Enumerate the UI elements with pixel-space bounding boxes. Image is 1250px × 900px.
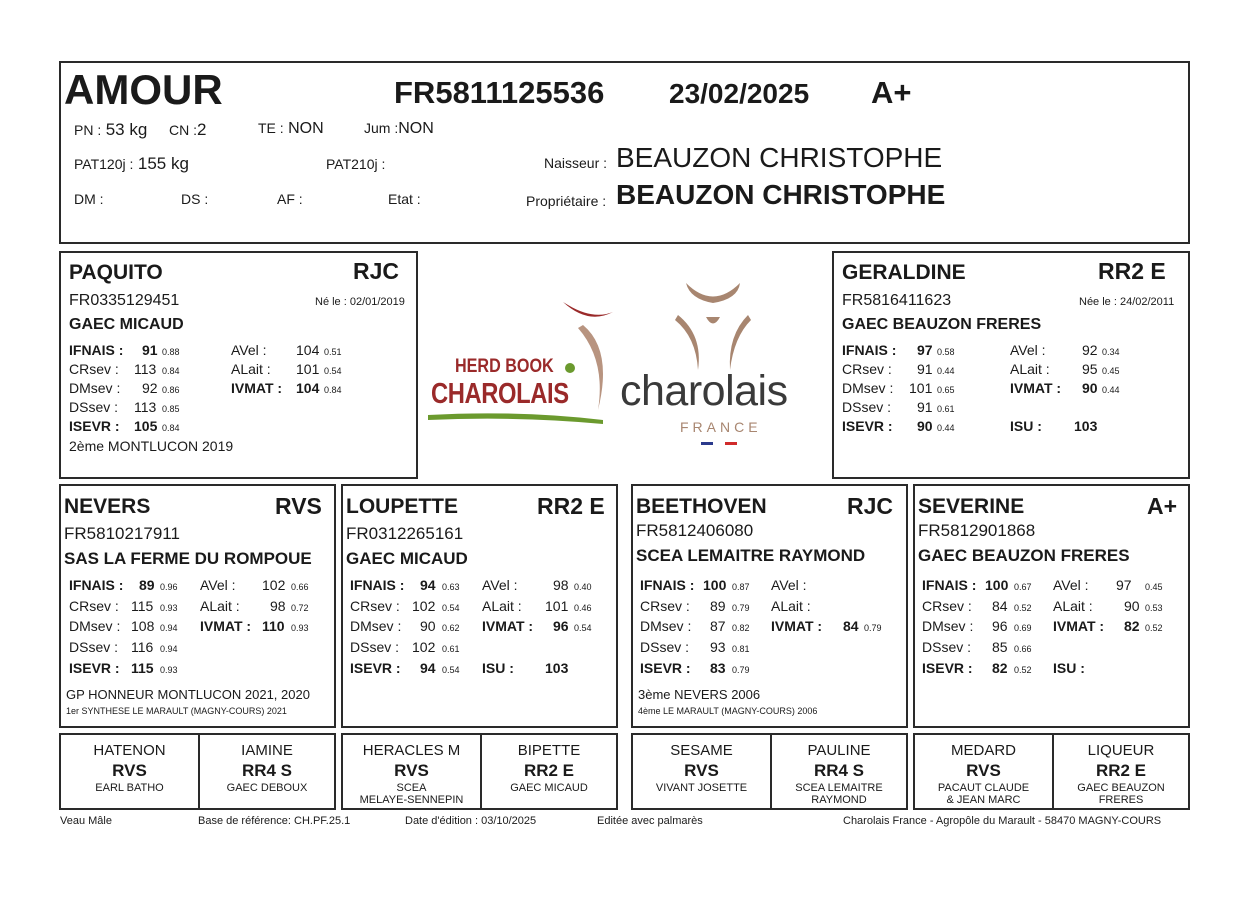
ggp-owner: GAEC DEBOUX: [226, 782, 308, 794]
sire-award: 2ème MONTLUCON 2019: [69, 438, 234, 454]
dmsev-cd: 0.62: [442, 623, 460, 633]
ggp-owner-line1: PACAUT CLAUDE: [937, 782, 1030, 794]
isevr-label: ISEVR :: [69, 418, 120, 434]
dm-label: DM :: [74, 191, 104, 207]
ivmat-value: 90: [1082, 380, 1098, 396]
dmsev-value: 108: [131, 618, 155, 634]
dssev-cd: 0.61: [937, 404, 955, 414]
dssev-value: 113: [134, 399, 157, 415]
ggp-pair-4: [913, 733, 1190, 810]
ggp-owner: VIVANT JOSETTE: [655, 782, 748, 794]
pat120-label: PAT120j :: [74, 156, 134, 172]
crsev-cd: 0.93: [160, 603, 178, 613]
avel-value: 97: [1116, 577, 1132, 593]
jum-label: Jum :: [364, 120, 399, 136]
gp-owner: GAEC MICAUD: [346, 549, 468, 568]
avel-cd: 0.34: [1102, 347, 1120, 357]
ggp-card: [343, 735, 482, 808]
isu-value: 103: [1074, 418, 1098, 434]
ifnais-cd: 0.63: [442, 582, 460, 592]
dmsev-cd: 0.82: [732, 623, 750, 633]
ifnais-value: 100: [703, 577, 727, 593]
naisseur-value: BEAUZON CHRISTOPHE: [616, 142, 943, 173]
avel-label: AVel :: [482, 577, 518, 593]
avel-label: AVel :: [771, 577, 807, 593]
grandparent-card-nevers: [59, 484, 336, 728]
ivmat-cd: 0.54: [574, 623, 592, 633]
ifnais-value: 91: [142, 342, 158, 358]
cn-label: CN :: [169, 122, 197, 138]
alait-cd: 0.54: [324, 366, 342, 376]
ggp-owner: [1054, 782, 1188, 806]
gp-owner: SCEA LEMAITRE RAYMOND: [636, 546, 866, 565]
animal-grade: A+: [871, 75, 912, 110]
gp-grade: RJC: [847, 493, 894, 519]
crsev-label: CRsev :: [640, 598, 690, 614]
sire-card: [59, 251, 418, 479]
crsev-cd: 0.44: [937, 366, 955, 376]
crsev-value: 91: [917, 361, 933, 377]
herdbook-logo: [428, 290, 628, 430]
avel-value: 102: [262, 577, 286, 593]
ggp-owner: EARL BATHO: [95, 782, 164, 794]
ggp-card: [200, 735, 334, 808]
af-label: AF :: [277, 191, 303, 207]
alait-label: ALait :: [1053, 598, 1093, 614]
isevr-label: ISEVR :: [69, 660, 120, 676]
cn-value: 2: [197, 120, 207, 139]
alait-label: ALait :: [771, 598, 811, 614]
alait-value: 101: [545, 598, 569, 614]
proprietaire-label: Propriétaire :: [526, 193, 607, 209]
dmsev-label: DMsev :: [350, 618, 402, 634]
dssev-label: DSsev :: [922, 639, 972, 655]
ivmat-cd: 0.84: [324, 385, 342, 395]
dssev-label: DSsev :: [640, 639, 690, 655]
pn-value: 53 kg: [105, 120, 148, 139]
dssev-value: 116: [131, 639, 154, 655]
dam-id: FR5816411623: [842, 292, 952, 309]
ivmat-value: 110: [262, 618, 285, 634]
dam-grade: RR2 E: [1098, 258, 1166, 284]
proprietaire-value: BEAUZON CHRISTOPHE: [616, 179, 946, 210]
flag-stripe-red: [725, 442, 737, 445]
ggp-grade: RVS: [966, 761, 1001, 780]
pat120-field: [74, 154, 189, 174]
gp-owner: SAS LA FERME DU ROMPOUE: [64, 549, 312, 568]
alait-label: ALait :: [231, 361, 271, 377]
animal-id: FR5811125536: [394, 75, 605, 110]
gp-grade: A+: [1147, 493, 1178, 519]
ifnais-value: 97: [917, 342, 933, 358]
avel-value: 98: [553, 577, 569, 593]
france-wordmark: FRANCE: [680, 419, 762, 435]
isevr-cd: 0.54: [442, 665, 460, 675]
ggp-name: LIQUEUR: [1087, 742, 1155, 759]
dmsev-cd: 0.65: [937, 385, 955, 395]
dmsev-cd: 0.86: [162, 385, 180, 395]
ggp-pair-1: [59, 733, 336, 810]
crsev-value: 84: [992, 598, 1008, 614]
herdbook-line1: HERD BOOK: [455, 356, 554, 377]
ggp-owner: [772, 782, 906, 806]
sire-id: FR0335129451: [69, 292, 180, 309]
ggp-name: BIPETTE: [517, 742, 581, 759]
ifnais-label: IFNAIS :: [842, 342, 897, 358]
etat-label: Etat :: [388, 191, 421, 207]
ivmat-cd: 0.93: [291, 623, 309, 633]
gp-award-2: 1er SYNTHESE LE MARAULT (MAGNY-COURS) 2021: [66, 706, 287, 716]
alait-cd: 0.53: [1145, 603, 1163, 613]
avel-label: AVel :: [200, 577, 236, 593]
gp-grade: RVS: [275, 493, 322, 519]
pat210-label: PAT210j :: [326, 156, 386, 172]
ivmat-label: IVMAT :: [200, 618, 252, 634]
gp-id: FR5812901868: [918, 521, 1036, 540]
avel-label: AVel :: [231, 342, 267, 358]
dmsev-label: DMsev :: [69, 618, 121, 634]
ggp-card: [772, 735, 906, 808]
dssev-cd: 0.85: [162, 404, 180, 414]
isu-label: ISU :: [482, 660, 514, 676]
alait-cd: 0.46: [574, 603, 592, 613]
gp-id: FR5812406080: [636, 521, 754, 540]
herdbook-line2: CHAROLAIS: [431, 378, 569, 410]
naisseur-label: Naisseur :: [544, 155, 608, 171]
dssev-label: DSsev :: [69, 399, 119, 415]
gp-award-2: 4ème LE MARAULT (MAGNY-COURS) 2006: [638, 706, 818, 716]
ivmat-value: 82: [1124, 618, 1140, 634]
avel-value: 92: [1082, 342, 1098, 358]
gp-name: LOUPETTE: [346, 495, 459, 518]
gp-grade: RR2 E: [537, 493, 605, 519]
alait-value: 98: [270, 598, 286, 614]
crsev-cd: 0.84: [162, 366, 180, 376]
dmsev-value: 92: [142, 380, 158, 396]
isevr-cd: 0.52: [1014, 665, 1032, 675]
ifnais-cd: 0.58: [937, 347, 955, 357]
avel-cd: 0.40: [574, 582, 592, 592]
ggp-grade: RR4 S: [813, 761, 865, 780]
isevr-cd: 0.84: [162, 423, 180, 433]
pat120-value: 155 kg: [137, 154, 189, 173]
charolais-france-logo: [618, 275, 823, 450]
avel-cd: 0.51: [324, 347, 342, 357]
ggp-pair-2: [341, 733, 618, 810]
ivmat-label: IVMAT :: [1053, 618, 1105, 634]
footer-edition: Date d'édition : 03/10/2025: [405, 815, 537, 827]
ggp-grade: RVS: [684, 761, 719, 780]
alait-value: 90: [1124, 598, 1140, 614]
alait-label: ALait :: [1010, 361, 1050, 377]
footer-palmares: Editée avec palmarès: [597, 815, 703, 827]
dmsev-value: 87: [710, 618, 726, 634]
jum-field: [364, 120, 434, 138]
ifnais-value: 94: [420, 577, 436, 593]
ifnais-value: 100: [985, 577, 1009, 593]
gp-name: NEVERS: [64, 495, 151, 518]
dssev-value: 85: [992, 639, 1008, 655]
dssev-value: 91: [917, 399, 933, 415]
ggp-owner-line2: RAYMOND: [811, 794, 867, 806]
crsev-value: 115: [131, 598, 154, 614]
isevr-label: ISEVR :: [640, 660, 691, 676]
avel-label: AVel :: [1053, 577, 1089, 593]
footer-org: Charolais France - Agropôle du Marault - 58470 MAGNY-COURS: [843, 815, 1162, 827]
dssev-label: DSsev :: [842, 399, 892, 415]
ggp-grade: RVS: [394, 761, 429, 780]
crsev-value: 102: [412, 598, 436, 614]
flag-stripe-blue: [701, 442, 713, 445]
dssev-value: 102: [412, 639, 436, 655]
isu-label: ISU :: [1010, 418, 1042, 434]
dssev-label: DSsev :: [350, 639, 400, 655]
ggp-owner: [915, 782, 1052, 806]
isevr-label: ISEVR :: [350, 660, 401, 676]
crsev-value: 89: [710, 598, 726, 614]
sire-born: Né le : 02/01/2019: [315, 296, 405, 308]
isevr-value: 105: [134, 418, 158, 434]
ggp-card: [61, 735, 200, 808]
pn-label: PN :: [74, 122, 102, 138]
ifnais-cd: 0.87: [732, 582, 750, 592]
ivmat-cd: 0.52: [1145, 623, 1163, 633]
crsev-cd: 0.79: [732, 603, 750, 613]
sire-name: PAQUITO: [69, 261, 163, 284]
ggp-name: HERACLES M: [362, 742, 461, 759]
charolais-wordmark: charolais: [620, 367, 788, 415]
dam-owner: GAEC BEAUZON FRERES: [842, 316, 1042, 333]
gp-award-1: 3ème NEVERS 2006: [638, 687, 761, 702]
crsev-value: 113: [134, 361, 157, 377]
dmsev-label: DMsev :: [640, 618, 692, 634]
ggp-owner: GAEC MICAUD: [510, 782, 588, 794]
animal-date: 23/02/2025: [669, 78, 810, 109]
ggp-pair-3: [631, 733, 908, 810]
avel-label: AVel :: [1010, 342, 1046, 358]
ivmat-value: 84: [843, 618, 859, 634]
ifnais-label: IFNAIS :: [69, 577, 124, 593]
ggp-owner-line1: SCEA: [396, 782, 427, 794]
isevr-label: ISEVR :: [842, 418, 893, 434]
avel-cd: 0.66: [291, 582, 309, 592]
gp-owner: GAEC BEAUZON FRERES: [918, 546, 1130, 565]
ivmat-value: 96: [553, 618, 569, 634]
crsev-label: CRsev :: [69, 598, 119, 614]
ggp-owner-line2: MELAYE-SENNEPIN: [359, 794, 464, 806]
dmsev-value: 96: [992, 618, 1008, 634]
ggp-grade: RR2 E: [1095, 761, 1147, 780]
ivmat-label: IVMAT :: [771, 618, 823, 634]
sire-owner: GAEC MICAUD: [69, 316, 184, 333]
ggp-owner-line2: FRERES: [1098, 794, 1144, 806]
grandparent-card-severine: [913, 484, 1190, 728]
dmsev-cd: 0.94: [160, 623, 178, 633]
isevr-value: 82: [992, 660, 1008, 676]
ifnais-cd: 0.96: [160, 582, 178, 592]
dssev-label: DSsev :: [69, 639, 119, 655]
footer-type: Veau Mâle: [60, 815, 112, 827]
ggp-name: HATENON: [93, 742, 166, 759]
ggp-card: [1054, 735, 1188, 808]
ggp-owner-line2: & JEAN MARC: [946, 794, 1021, 806]
dssev-value: 93: [710, 639, 726, 655]
isu-value: 103: [545, 660, 569, 676]
isevr-value: 90: [917, 418, 933, 434]
ggp-name: SESAME: [670, 742, 733, 759]
ivmat-label: IVMAT :: [1010, 380, 1062, 396]
ggp-name: MEDARD: [950, 742, 1016, 759]
crsev-cd: 0.54: [442, 603, 460, 613]
gp-name: BEETHOVEN: [636, 495, 767, 518]
dssev-cd: 0.66: [1014, 644, 1032, 654]
isevr-value: 94: [420, 660, 436, 676]
alait-value: 95: [1082, 361, 1098, 377]
avel-cd: 0.45: [1145, 582, 1163, 592]
grandparent-card-loupette: [341, 484, 618, 728]
ifnais-label: IFNAIS :: [350, 577, 405, 593]
cn-field: [169, 120, 206, 140]
ggp-card: [482, 735, 616, 808]
ggp-card: [915, 735, 1054, 808]
crsev-label: CRsev :: [922, 598, 972, 614]
isevr-cd: 0.93: [160, 665, 178, 675]
gp-id: FR5810217911: [64, 524, 180, 543]
ifnais-cd: 0.88: [162, 347, 180, 357]
dmsev-label: DMsev :: [842, 380, 894, 396]
animal-header: [59, 61, 1190, 244]
sire-grade: RJC: [353, 258, 400, 284]
isevr-value: 115: [131, 660, 154, 676]
te-field: [258, 120, 324, 138]
ifnais-label: IFNAIS :: [69, 342, 124, 358]
dmsev-label: DMsev :: [922, 618, 974, 634]
jum-value: NON: [398, 120, 434, 137]
ggp-name: IAMINE: [241, 742, 293, 759]
ggp-grade: RR4 S: [241, 761, 293, 780]
ggp-owner-line1: GAEC BEAUZON: [1077, 782, 1165, 794]
te-value: NON: [288, 120, 324, 137]
ifnais-label: IFNAIS :: [922, 577, 977, 593]
ifnais-value: 89: [139, 577, 155, 593]
dssev-cd: 0.81: [732, 644, 750, 654]
ivmat-label: IVMAT :: [231, 380, 283, 396]
alait-label: ALait :: [200, 598, 240, 614]
ggp-card: [633, 735, 772, 808]
dmsev-cd: 0.69: [1014, 623, 1032, 633]
gp-award-1: GP HONNEUR MONTLUCON 2021, 2020: [66, 687, 310, 702]
gp-id: FR0312265161: [346, 524, 464, 543]
crsev-label: CRsev :: [69, 361, 119, 377]
footer-base: Base de référence: CH.PF.25.1: [198, 815, 351, 827]
dssev-cd: 0.94: [160, 644, 178, 654]
ifnais-cd: 0.67: [1014, 582, 1032, 592]
dam-name: GERALDINE: [842, 261, 966, 284]
ivmat-value: 104: [296, 380, 320, 396]
ggp-grade: RVS: [112, 761, 147, 780]
alait-cd: 0.45: [1102, 366, 1120, 376]
ggp-owner-line1: SCEA LEMAITRE: [795, 782, 883, 794]
alait-value: 101: [296, 361, 320, 377]
animal-name: AMOUR: [64, 66, 223, 113]
crsev-label: CRsev :: [350, 598, 400, 614]
ivmat-cd: 0.44: [1102, 385, 1120, 395]
isevr-value: 83: [710, 660, 726, 676]
dmsev-value: 101: [909, 380, 933, 396]
dmsev-label: DMsev :: [69, 380, 121, 396]
isevr-cd: 0.79: [732, 665, 750, 675]
pn-field: [74, 120, 147, 140]
grandparent-card-beethoven: [631, 484, 908, 728]
crsev-label: CRsev :: [842, 361, 892, 377]
ifnais-label: IFNAIS :: [640, 577, 695, 593]
ggp-owner: [343, 782, 480, 806]
dam-born: Née le : 24/02/2011: [1079, 296, 1175, 308]
ds-label: DS :: [181, 191, 209, 207]
dmsev-value: 90: [420, 618, 436, 634]
avel-value: 104: [296, 342, 320, 358]
ggp-grade: RR2 E: [523, 761, 575, 780]
isu-label: ISU :: [1053, 660, 1085, 676]
dam-card: [832, 251, 1190, 479]
te-label: TE :: [258, 120, 284, 136]
alait-label: ALait :: [482, 598, 522, 614]
alait-cd: 0.72: [291, 603, 309, 613]
isevr-cd: 0.44: [937, 423, 955, 433]
ivmat-label: IVMAT :: [482, 618, 534, 634]
ivmat-cd: 0.79: [864, 623, 882, 633]
gp-name: SEVERINE: [918, 495, 1025, 518]
dssev-cd: 0.61: [442, 644, 460, 654]
crsev-cd: 0.52: [1014, 603, 1032, 613]
isevr-label: ISEVR :: [922, 660, 973, 676]
ggp-name: PAULINE: [807, 742, 871, 759]
